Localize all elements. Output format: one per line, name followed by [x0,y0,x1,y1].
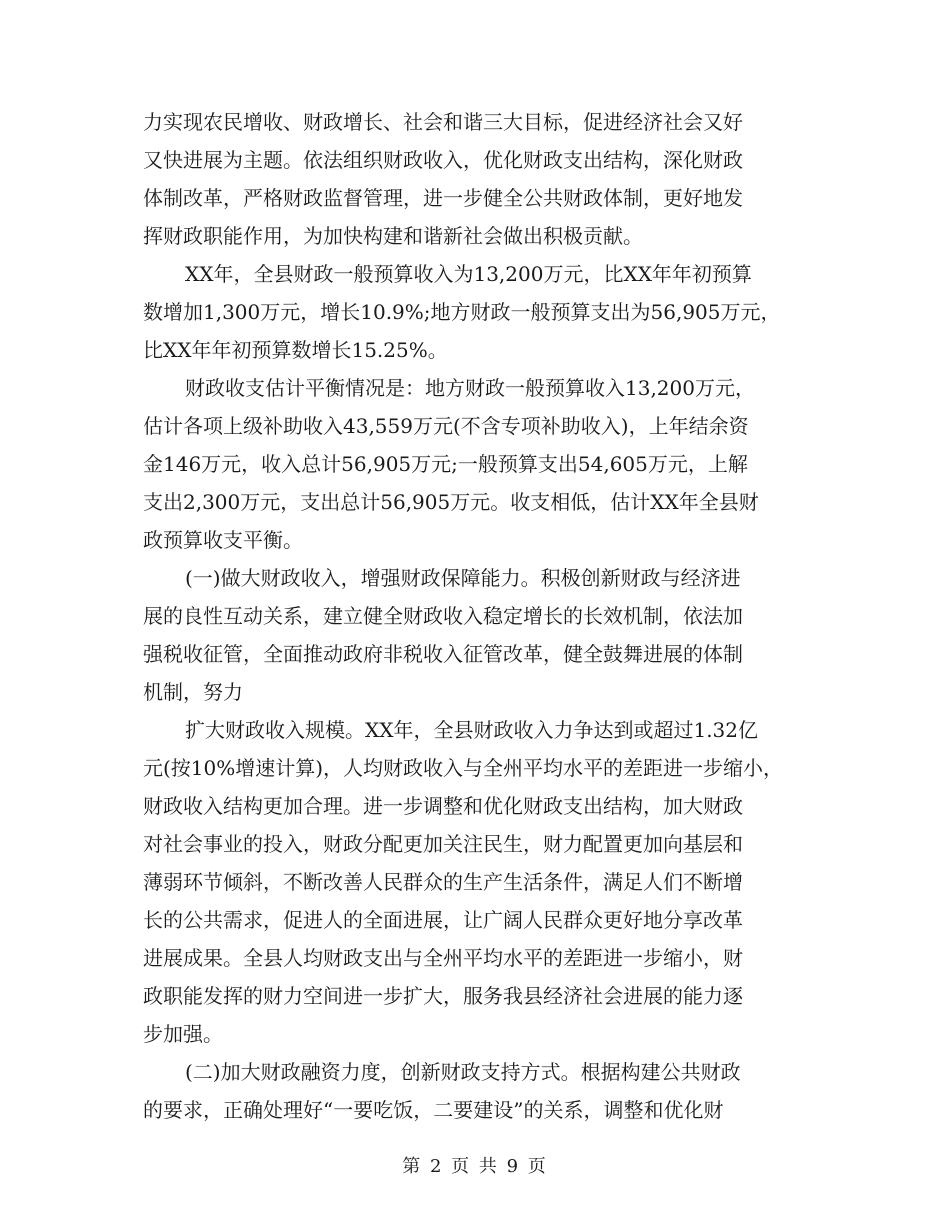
text-line: 政预算收支平衡。 [143,528,303,552]
text-line: 估计各项上级补助收入43,559万元(不含专项补助收入)，上年结余资 [143,414,749,438]
text-line: 步加强。 [143,1022,223,1046]
text-line: 挥财政职能作用，为加快构建和谐新社会做出积极贡献。 [143,224,643,248]
text-line: 机制，努力 [143,680,243,704]
text-line: 长的公共需求，促进人的全面进展，让广阔人民群众更好地分享改革 [143,908,743,932]
text-line: 财政收支估计平衡情况是：地方财政一般预算收入13,200万元， [185,376,755,400]
text-line: 的要求，正确处理好“一要吃饭，二要建设”的关系，调整和优化财 [143,1098,724,1122]
text-line: 金146万元，收入总计56,905万元;一般预算支出54,605万元，上解 [143,452,748,476]
text-line: 薄弱环节倾斜，不断改善人民群众的生产生活条件，满足人们不断增 [143,870,743,894]
page-number-footer: 第 2 页 共 9 页 [402,1156,548,1177]
text-line: 财政收入结构更加合理。进一步调整和优化财政支出结构，加大财政 [143,794,743,818]
text-line: 力实现农民增收、财政增长、社会和谐三大目标，促进经济社会又好 [143,110,743,134]
text-line: 对社会事业的投入，财政分配更加关注民生，财力配置更加向基层和 [143,832,743,856]
text-line: 展的良性互动关系，建立健全财政收入稳定增长的长效机制，依法加 [143,604,743,628]
text-line: 体制改革，严格财政监督管理，进一步健全公共财政体制，更好地发 [143,186,743,210]
text-line: (二)加大财政融资力度，创新财政支持方式。根据构建公共财政 [185,1060,741,1084]
text-line: 进展成果。全县人均财政支出与全州平均水平的差距进一步缩小，财 [143,946,743,970]
text-line: XX年，全县财政一般预算收入为13,200万元，比XX年年初预算 [185,262,752,286]
text-line: 元(按10%增速计算)，人均财政收入与全州平均水平的差距进一步缩小， [143,756,784,780]
text-line: (一)做大财政收入，增强财政保障能力。积极创新财政与经济进 [185,566,741,590]
text-line: 支出2,300万元，支出总计56,905万元。收支相低，估计XX年全县财 [143,490,759,514]
text-line: 扩大财政收入规模。XX年，全县财政收入力争达到或超过1.32亿 [185,718,759,742]
text-line: 数增加1,300万元，增长10.9%;地方财政一般预算支出为56,905万元， [143,300,781,324]
text-line: 政职能发挥的财力空间进一步扩大，服务我县经济社会进展的能力逐 [143,984,743,1008]
text-line: 比XX年年初预算数增长15.25%。 [143,338,448,362]
text-line: 又快进展为主题。依法组织财政收入，优化财政支出结构，深化财政 [143,148,743,172]
text-line: 强税收征管，全面推动政府非税收入征管改革，健全鼓舞进展的体制 [143,642,743,666]
